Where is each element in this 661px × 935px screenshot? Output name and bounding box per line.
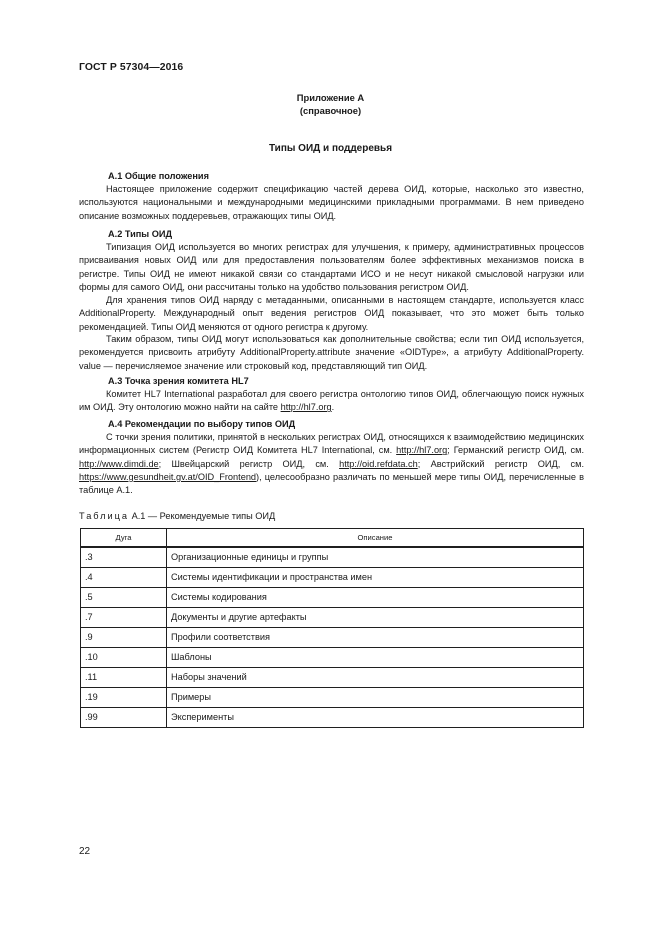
paragraph-a2-1: Типизация ОИД используется во многих регистрах для улучшения, к примеру, административных процессов присваивания новых ОИД или для предоставления пользователям более эффективных механизмов поиска в регистре. Типы ОИД не имеют никакой связи со стандартами ИСО и не несут никакой смысловой нагрузки или формы для самого ОИД, они рассчитаны только на удобство пользования регистром ОИД. [79,242,584,292]
heading-a3: А.3 Точка зрения комитета HL7 [108,376,249,386]
table-caption-label: Таблица [79,511,130,521]
paragraph-a1-1: Настоящее приложение содержит спецификацию частей дерева ОИД, которые, насколько это известно, используются национальными и международными медицинскими прикладными программами. В нем приведено описание возможных поддеревьев, отражающих типы ОИД. [79,184,584,221]
cell-description: Примеры [167,688,584,708]
cell-description: Эксперименты [167,708,584,728]
cell-arc: .5 [81,588,167,608]
link-refdata[interactable]: http://oid.refdata.ch [339,458,418,469]
paragraph-a3-text: Комитет HL7 International разработал для своего регистра онтологию типов ОИД, облегчающую поиск нужных им ОИД. Эту онтологию можно найти на сайте [79,389,584,413]
table-row [81,708,584,728]
cell-description: Шаблоны [167,648,584,668]
oid-types-table [80,528,584,728]
cell-arc: .7 [81,608,167,628]
table-row [81,628,584,648]
header-arc: Дуга [81,529,167,548]
table-header-row [81,529,584,548]
cell-description: Системы идентификации и пространства имен [167,568,584,588]
cell-arc: .11 [81,668,167,688]
link-hl7-a3[interactable]: http://hl7.org [280,402,332,413]
link-gesundheit[interactable]: https://www.gesundheit.gv.at/OID_Frontend [79,471,257,482]
table-row [81,547,584,568]
cell-arc: .19 [81,688,167,708]
table-caption-text: А.1 — Рекомендуемые типы ОИД [129,511,276,521]
table-row [81,608,584,628]
cell-arc: .4 [81,568,167,588]
paragraph-a4-part-c: ; Швейцарский регистр ОИД, см. [158,458,340,469]
table-row [81,648,584,668]
table-row [81,568,584,588]
link-hl7[interactable]: http://hl7.org [396,445,448,456]
paragraph-a3-1 [79,388,584,415]
table-caption [79,510,275,523]
table-row [81,588,584,608]
cell-arc: .9 [81,628,167,648]
header-description: Описание [167,529,584,548]
page-number: 22 [79,846,91,857]
appendix-title: Приложение А [296,92,365,103]
document-code: ГОСТ Р 57304—2016 [79,62,184,73]
cell-description: Профили соответствия [167,628,584,648]
cell-arc: .3 [81,547,167,568]
table-row [81,668,584,688]
cell-description: Наборы значений [167,668,584,688]
table-row [81,688,584,708]
heading-a1: А.1 Общие положения [108,171,209,181]
paragraph-a4-part-e: ), целесообразно различать по меньшей мере типы ОИД, перечисленные в таблице А.1. [79,471,584,496]
paragraph-a4-1 [79,431,584,497]
appendix-subtitle: (справочное) [299,105,362,116]
heading-a2: А.2 Типы ОИД [108,229,173,239]
paragraph-a4-part-a: С точки зрения политики, принятой в нескольких регистрах ОИД, относящихся к взаимодействию медицинских информационных систем (Регистр ОИД Комитета HL7 International, см. [79,432,584,456]
paragraph-a4-part-d: ; Австрийский регистр ОИД, см. [417,458,585,469]
cell-description: Документы и другие артефакты [167,608,584,628]
paragraph-a4-part-b: ; Германский регистр ОИД, см. [447,445,584,456]
cell-description: Системы кодирования [167,588,584,608]
cell-description: Организационные единицы и группы [167,547,584,568]
paragraph-a3-end: . [331,402,335,413]
heading-a4: А.4 Рекомендации по выбору типов ОИД [108,419,296,429]
section-title: Типы ОИД и поддеревья [268,143,393,154]
cell-arc: .99 [81,708,167,728]
paragraph-a2-2: Для хранения типов ОИД наряду с метаданными, описанными в настоящем стандарте, используется класс AdditionalProperty. Международный опыт ведения регистров ОИД показывает, что это может быть только рекомендацией. Типы ОИД меняются от одного регистра к другому. [79,295,584,332]
link-dimdi[interactable]: http://www.dimdi.de [79,458,159,469]
paragraph-a2-3: Таким образом, типы ОИД могут использоваться как дополнительные свойства; если тип ОИД используется, рекомендуется присвоить атрибуту AdditionalProperty.attribute значение «OIDType», а атрибуту AdditionalProperty. value — перечисляемое значение или строковый код, представляющий тип ОИД. [79,334,584,371]
cell-arc: .10 [81,648,167,668]
